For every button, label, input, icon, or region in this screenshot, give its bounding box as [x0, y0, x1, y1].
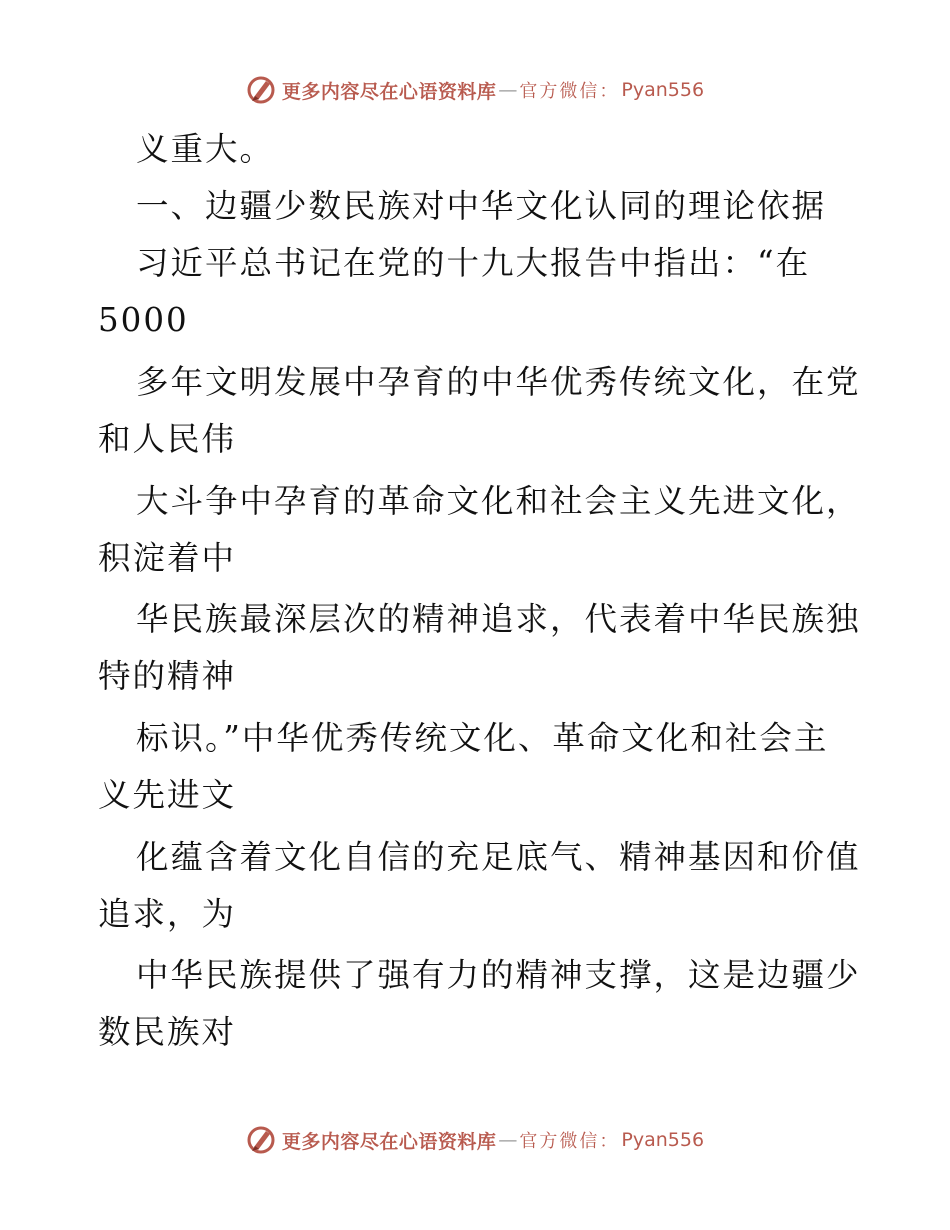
footer-dash: —	[498, 1129, 518, 1151]
text-line: 特的精神	[98, 657, 237, 695]
footer-label: 官方微信：	[519, 1131, 620, 1152]
footer-id: Pyan556	[621, 1129, 705, 1151]
text-line: 和人民伟	[98, 420, 237, 458]
text-line: 多年文明发展中孕育的中华优秀传统文化，在党	[136, 363, 861, 401]
header-banner	[0, 70, 950, 110]
footer-banner	[0, 1120, 950, 1160]
text-line: 习近平总书记在党的十九大报告中指出：“在	[136, 244, 811, 282]
footer-text: 更多内容尽在心语资料库	[281, 1130, 497, 1153]
text-line: 大斗争中孕育的革命文化和社会主义先进文化，	[136, 482, 861, 520]
text-line: 华民族最深层次的精神追求，代表着中华民族独	[136, 600, 861, 638]
pen-logo-icon	[246, 1125, 276, 1155]
text-line: 标识。”中华优秀传统文化、革命文化和社会主	[136, 719, 829, 757]
pen-logo-icon	[246, 75, 276, 105]
header-dash: —	[498, 79, 518, 101]
text-line: 义先进文	[98, 776, 237, 814]
header-id: Pyan556	[621, 79, 705, 101]
header-text: 更多内容尽在心语资料库	[281, 80, 497, 103]
text-line: 化蕴含着文化自信的充足底气、精神基因和价值	[136, 838, 861, 876]
text-line: 数民族对	[98, 1013, 237, 1051]
text-line: 义重大。	[136, 130, 275, 168]
section-heading: 一、边疆少数民族对中华文化认同的理论依据	[136, 187, 827, 225]
text-line: 中华民族提供了强有力的精神支撑，这是边疆少	[136, 956, 861, 994]
text-line: 追求，为	[98, 895, 237, 933]
header-label: 官方微信：	[519, 81, 620, 102]
text-line: 积淀着中	[98, 539, 237, 577]
text-line: 5000	[98, 301, 189, 339]
